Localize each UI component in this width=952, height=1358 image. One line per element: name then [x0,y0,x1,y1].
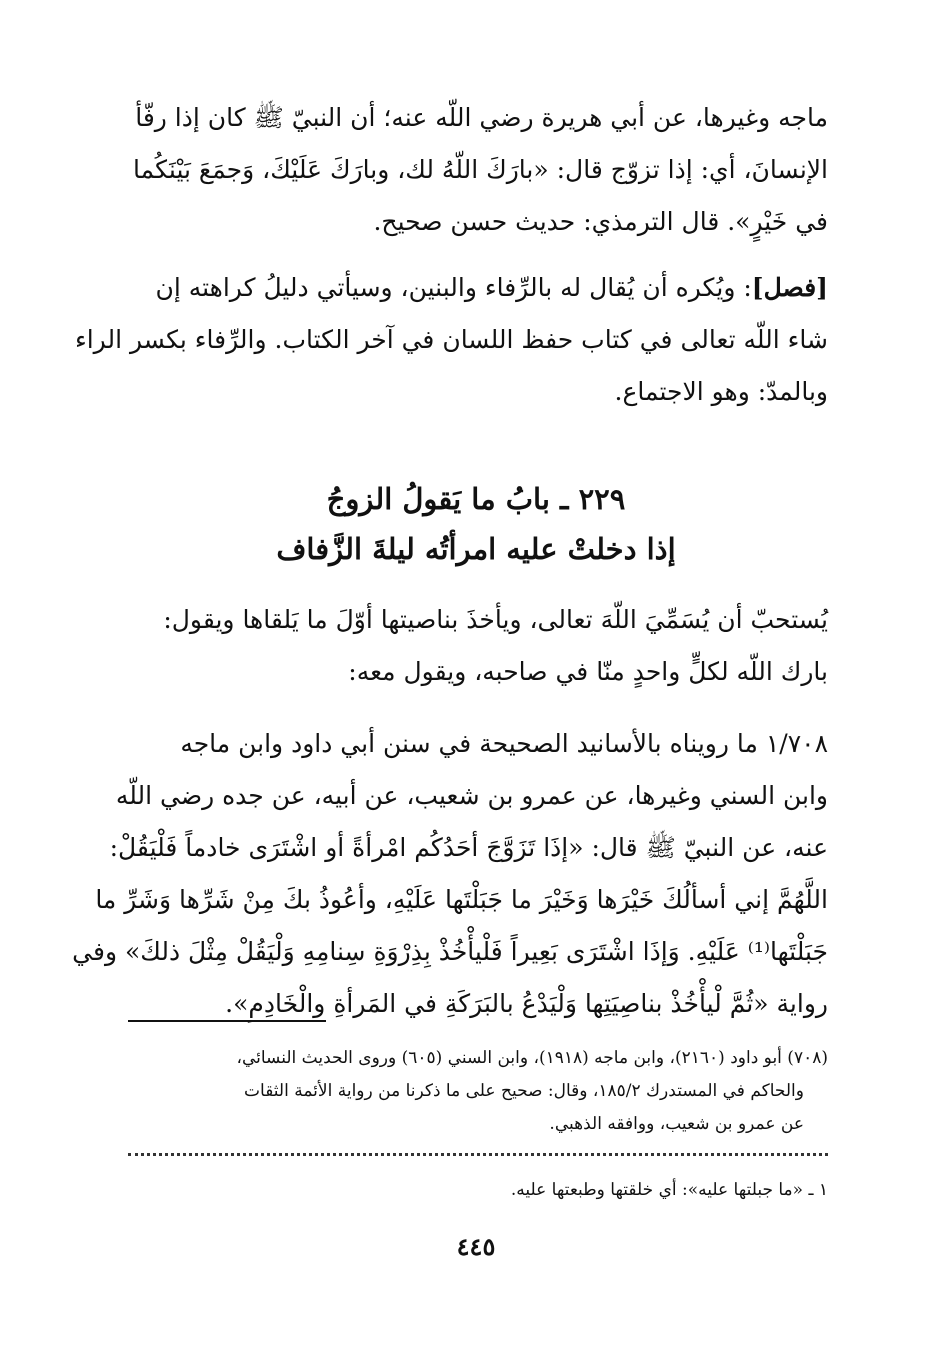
intro-line: في خَيْرٍ». قال الترمذي: حديث حسن صحيح. [373,207,828,236]
page-number: ٤٤٥ [456,1232,496,1261]
hadith-line: رواية «ثُمَّ لْيأْخُذْ بناصِيَتِها وَلْيَدْعُ بالبَرَكَةِ في المَرأةِ والْخَادِمِ». [225,989,828,1018]
source-note-line: عن عمرو بن شعيب، ووافقه الذهبي. [549,1114,804,1134]
sunnah-paragraph [123,594,828,698]
chapter-heading-line1: ٢٢٩ ـ بابُ ما يَقولُ الزوجُ [326,482,626,516]
source-notes [123,1042,828,1141]
sunnah-line: يُستحبّ أن يُسَمِّيَ اللّهَ تعالى، ويأخذَ بناصيتها أوّلَ ما يَلقاها ويقول: [163,605,828,634]
hadith-line: عنه، عن النبيّ ﷺ قال: «إذَا تَزَوَّجَ أحَدُكُم امْرأةً أو اشْتَرَى خادماً فَلْيَقُلْ: [109,833,828,862]
chapter-heading-line2: إذا دخلتْ عليه امرأتُه ليلةَ الزَّفاف [276,532,676,566]
fasl-line: شاء اللّه تعالى في كتاب حفظ اللسان في آخر الكتاب. والرِّفاء بكسر الراء [74,325,828,354]
notes-divider [128,1020,326,1022]
footnote-text: ١ ـ «ما جبلتها عليه»: أي خلقتها وطبعتها عليه. [510,1180,828,1200]
source-note-line: والحاكم في المستدرك ١٨٥/٢، وقال: صحيح على ما ذكرنا من رواية الأئمة الثقات [244,1081,804,1101]
fasl-line: وبالمدّ: وهو الاجتماع. [614,377,828,406]
intro-line: ماجه وغيرها، عن أبي هريرة رضي اللّه عنه؛ أن النبيّ ﷺ كان إذا رفّأ [135,103,828,132]
chapter-heading [0,474,952,574]
intro-paragraph [123,92,828,248]
intro-line: الإنسانَ، أي: إذا تزوّج قال: «بارَكَ اللّهُ لك، وبارَكَ عَلَيْكَ، وَجمَعَ بَيْنَكُما [133,155,828,184]
hadith-line: وابن السني وغيرها، عن عمرو بن شعيب، عن أبيه، عن جده رضي اللّه [115,781,828,810]
fasl-label: [فصل] [751,273,828,302]
hadith-line: اللَّهُمَّ إني أسألُكَ خَيْرَها وَخَيْرَ ما جَبَلْتَها عَلَيْهِ، وأعُوذُ بكَ مِنْ شَرِّها وَشَرِّ ما [95,885,828,914]
hadith-paragraph [72,718,828,1030]
fasl-line [123,262,828,314]
hadith-line: جَبَلْتَها⁽¹⁾ عَلَيْهِ. وَإذَا اشْتَرَى بَعِيراً فَلْيأْخُذْ بِذِرْوَةِ سِنامِهِ وَلْيَقُلْ مِثْلَ ذلكَ» وفي [72,937,828,966]
fasl-line-text: : ويُكره أن يُقال له بالرِّفاء والبنين، وسيأتي دليلُ كراهته إن [155,273,752,302]
source-note-line: (٧٠٨) أبو داود (٢١٦٠)، وابن ماجه (١٩١٨)، وابن السني (٦٠٥) وروى الحديث النسائي، [236,1048,828,1068]
sunnah-line: بارك اللّه لكلٍّ واحدٍ منّا في صاحبه، ويقول معه: [348,657,828,686]
footnote [123,1174,828,1207]
dotted-divider [128,1153,828,1156]
fasl-paragraph [74,262,828,418]
hadith-line: ١/٧٠٨ ما رويناه بالأسانيد الصحيحة في سنن أبي داود وابن ماجه [180,729,828,758]
